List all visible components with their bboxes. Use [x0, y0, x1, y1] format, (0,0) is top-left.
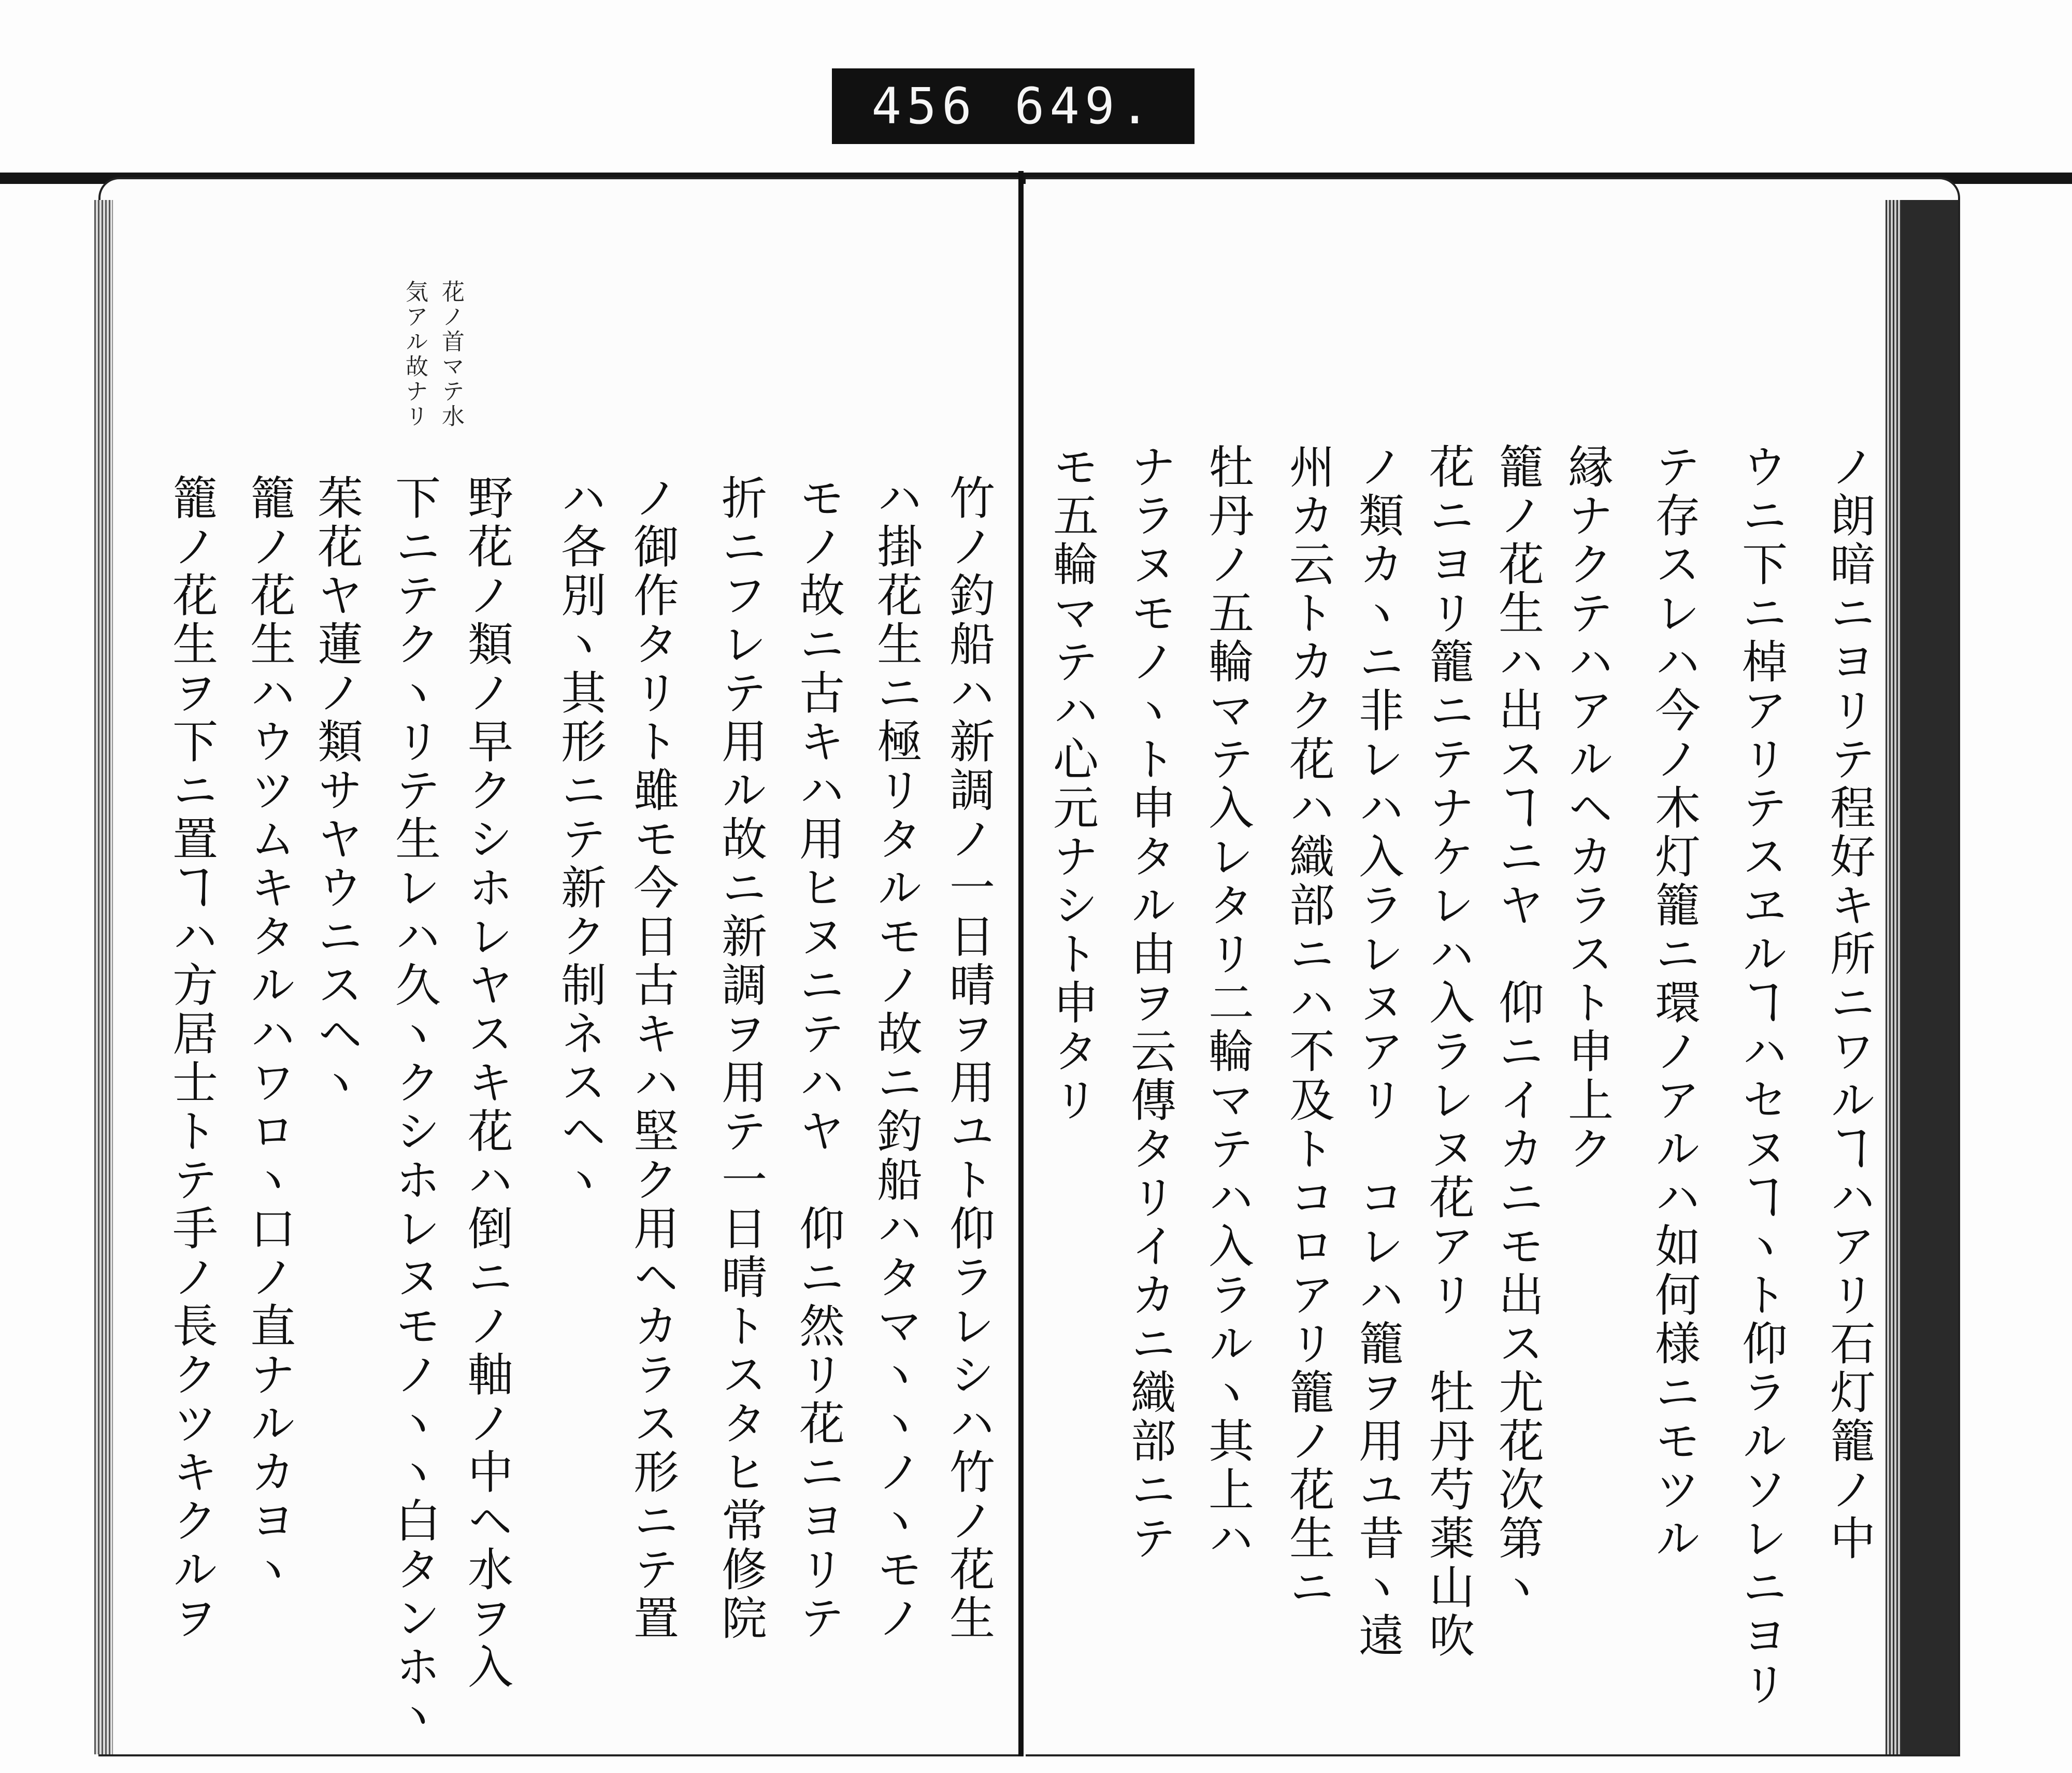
side-note-line-2: 気アル故ナリ: [401, 280, 428, 429]
left-col-1: 竹ノ釣船ハ新調ノ一日晴ヲ用ユト仰ラレシハ竹ノ花生: [942, 474, 996, 1643]
left-col-2: ハ掛花生ニ極リタルモノ故ニ釣船ハタマヽヽノヽモノ: [870, 474, 923, 1643]
right-col-11: モ五輪マテハ心元ナシト申タリ: [1046, 443, 1099, 1125]
book-spine: [1018, 171, 1024, 1756]
right-col-7: ノ類カヽニ非レハ入ラレヌアリ コレハ籠ヲ用ユ昔ヽ遠: [1351, 443, 1405, 1661]
left-col-4: 折ニフレテ用ル故ニ新調ヲ用テ一日晴トスタヒ常修院: [714, 474, 768, 1643]
side-note-line-1: 花ノ首マテ水: [438, 280, 464, 429]
right-col-4: 縁ナクテハアルヘカラスト申上ク: [1561, 443, 1614, 1174]
left-col-6: ハ各別ヽ其形ニテ新ク制ネスヘヽ: [554, 474, 607, 1205]
left-col-5: ノ御作タリト雖モ今日古キハ堅ク用ヘカラス形ニテ置: [626, 474, 680, 1643]
right-col-1: ノ朗暗ニヨリテ程好キ所ニワルヿハアリ石灯籠ノ中: [1823, 443, 1876, 1563]
right-col-5: 籠ノ花生ハ出スヿニヤ 仰ニイカニモ出ス尤花次第ヽ: [1491, 443, 1545, 1612]
right-page-edge: [1901, 200, 1958, 1754]
left-col-7: 野花ノ類ノ早クシホレヤスキ花ハ倒ニノ軸ノ中ヘ水ヲ入: [461, 474, 514, 1692]
right-col-10: ナラヌモノヽト申タル由ヲ云傳タリイカニ織部ニテ: [1124, 443, 1177, 1563]
left-page-edge: [94, 200, 113, 1754]
label-right-number: 649.: [1014, 77, 1155, 135]
right-col-3: テ存スレハ今ノ木灯籠ニ環ノアルハ如何様ニモツル: [1648, 443, 1701, 1563]
label-left-number: 456: [871, 77, 977, 135]
catalog-label: [832, 68, 1195, 144]
right-col-9: 牡丹ノ五輪マテ入レタリ二輪マテハ入ラルヽ其上ハ: [1201, 443, 1255, 1563]
left-col-8: 下ニテクヽリテ生レハ久ヽクシホレヌモノヽヽ白タンホヽ: [388, 474, 441, 1740]
left-col-11: 籠ノ花生ヲ下ニ置ヿハ方居士トテ手ノ長クツキクルヲ: [165, 474, 219, 1643]
right-col-8: 州カ云トカク花ハ織部ニハ不及トコロアリ籠ノ花生ニ: [1282, 443, 1335, 1612]
left-col-3: モノ故ニ古キハ用ヒヌニテハヤ 仰ニ然リ花ニヨリテ: [792, 474, 845, 1643]
left-col-10: 籠ノ花生ハウツムキタルハワロヽ口ノ直ナルカヨヽ: [243, 474, 296, 1594]
right-col-6: 花ニヨリ籠ニテナケレハ入ラレヌ花アリ 牡丹芍薬山吹: [1422, 443, 1475, 1661]
right-col-2: ウニ下ニ棹アリテスヱルヿハセヌヿヽト仰ラルソレニヨリ: [1735, 443, 1788, 1709]
left-col-9: 茱花ヤ蓮ノ類サヤウニスヘヽ: [310, 474, 364, 1107]
